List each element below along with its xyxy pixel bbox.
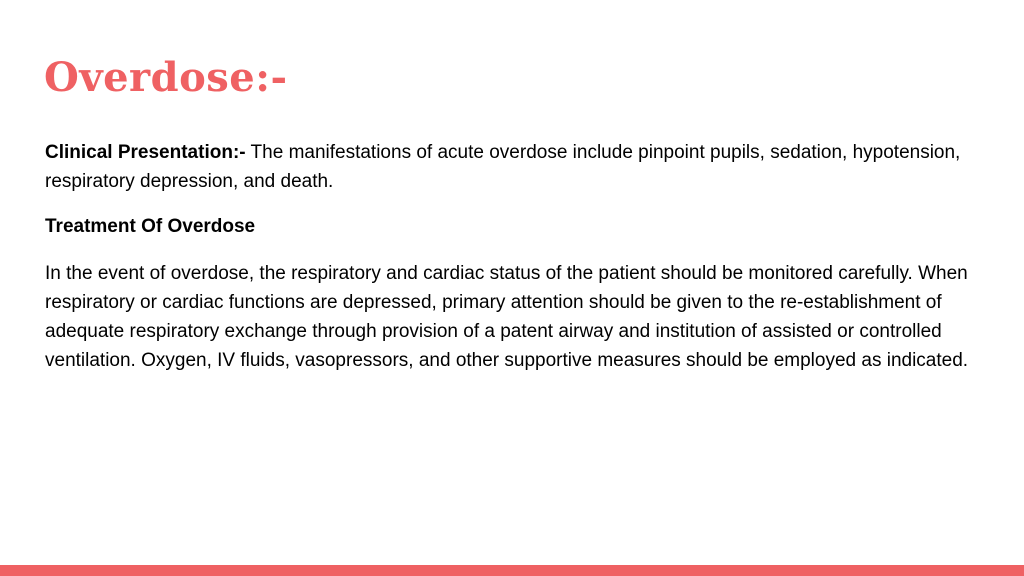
clinical-presentation-label: Clinical Presentation:-	[45, 142, 246, 163]
treatment-heading: Treatment Of Overdose	[45, 216, 256, 237]
treatment-paragraph: In the event of overdose, the respiratory and cardiac status of the patient should be monitored carefully. When respiratory or cardiac functions are depressed, primary attention should be given to the re-establishment of adequate respiratory exchange through provision of a patent airway and institution of assisted or controlled ventilation. Oxygen, IV fluids, vasopressors, and other supportive measures should be employed as indicated.	[45, 263, 969, 371]
slide-body	[45, 138, 975, 375]
clinical-presentation-paragraph	[45, 138, 975, 196]
bottom-accent-bar	[0, 565, 1024, 576]
clinical-presentation-text: The manifestations of acute overdose include pinpoint pupils, sedation, hypotension, respiratory depression, and death.	[45, 142, 961, 192]
slide-title: Overdose:-	[44, 54, 288, 101]
